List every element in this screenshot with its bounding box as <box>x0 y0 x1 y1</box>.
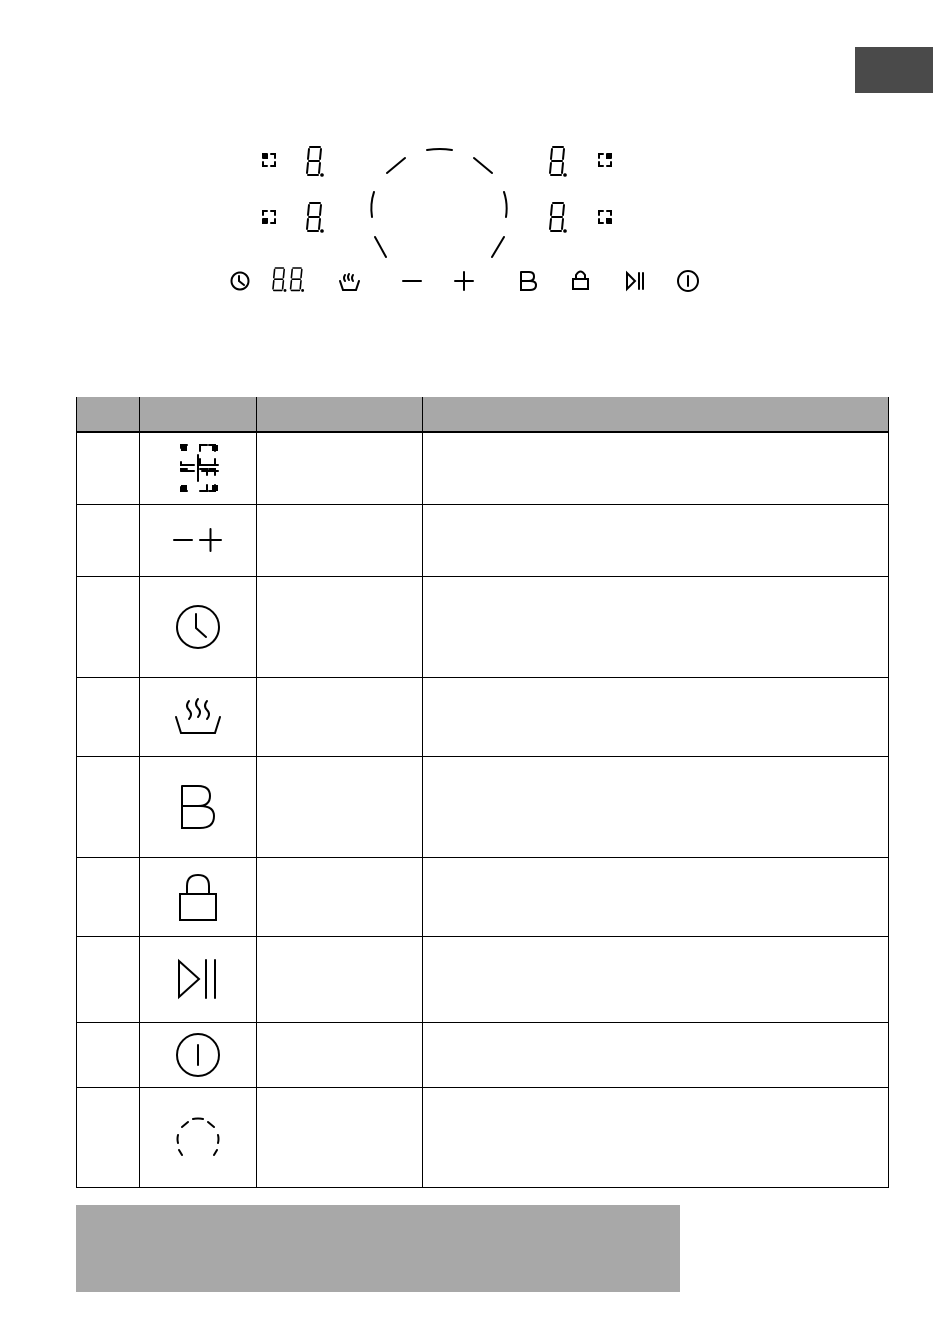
note-box <box>76 1205 680 1292</box>
header-number <box>77 397 140 432</box>
row-description <box>423 504 889 576</box>
row-description <box>423 936 889 1022</box>
row-description <box>423 756 889 857</box>
keep-warm-icon[interactable] <box>340 274 359 290</box>
zone-digit-rear-right <box>550 203 567 233</box>
zone-indicator-rear-left[interactable] <box>263 211 275 223</box>
zone-indicator-rear-right[interactable] <box>599 211 611 223</box>
row-number <box>77 677 140 756</box>
row-name <box>257 504 423 576</box>
boost-icon[interactable] <box>521 272 536 290</box>
symbol-legend-table <box>76 397 889 1188</box>
power-icon[interactable] <box>678 271 698 291</box>
row-description <box>423 1022 889 1087</box>
table-row <box>77 857 889 936</box>
pause-icon <box>175 956 221 1002</box>
row-description <box>423 1087 889 1187</box>
zone-indicator-front-left[interactable] <box>263 154 275 166</box>
row-number <box>77 1022 140 1087</box>
row-name <box>257 432 423 504</box>
header-description <box>423 397 889 432</box>
row-name <box>257 1087 423 1187</box>
slider-ring[interactable] <box>371 149 506 257</box>
zone-select-icon <box>172 443 224 493</box>
boost-icon <box>176 782 220 832</box>
slider-ring-icon <box>173 1115 223 1159</box>
plus-icon[interactable] <box>455 272 473 290</box>
timer-display <box>273 268 304 292</box>
timer-icon <box>173 602 223 652</box>
table-row <box>77 756 889 857</box>
row-description <box>423 857 889 936</box>
row-name <box>257 1022 423 1087</box>
row-description <box>423 576 889 677</box>
control-panel-illustration <box>0 0 933 320</box>
table-row <box>77 504 889 576</box>
keep-warm-icon <box>173 697 223 737</box>
table-row <box>77 936 889 1022</box>
row-number <box>77 936 140 1022</box>
table-row <box>77 576 889 677</box>
zone-digit-front-left <box>307 147 324 177</box>
row-number <box>77 857 140 936</box>
row-description <box>423 432 889 504</box>
row-name <box>257 936 423 1022</box>
header-symbol <box>140 397 257 432</box>
row-number <box>77 756 140 857</box>
row-description <box>423 677 889 756</box>
lock-icon[interactable] <box>573 272 588 290</box>
pause-icon[interactable] <box>627 273 643 289</box>
row-number <box>77 1087 140 1187</box>
zone-digit-front-right <box>550 147 567 177</box>
row-number <box>77 432 140 504</box>
row-name <box>257 576 423 677</box>
zone-digit-rear-left <box>307 203 324 233</box>
table-row <box>77 1022 889 1087</box>
timer-icon[interactable] <box>232 273 249 290</box>
row-name <box>257 677 423 756</box>
lock-icon <box>176 872 220 922</box>
row-number <box>77 576 140 677</box>
header-name <box>257 397 423 432</box>
row-name <box>257 857 423 936</box>
table-header-row <box>77 397 889 432</box>
row-name <box>257 756 423 857</box>
table-row <box>77 1087 889 1187</box>
power-icon <box>173 1030 223 1080</box>
table-row <box>77 677 889 756</box>
row-number <box>77 504 140 576</box>
minus-plus-icon <box>172 527 224 553</box>
table-row <box>77 432 889 504</box>
zone-indicator-front-right[interactable] <box>599 154 611 166</box>
